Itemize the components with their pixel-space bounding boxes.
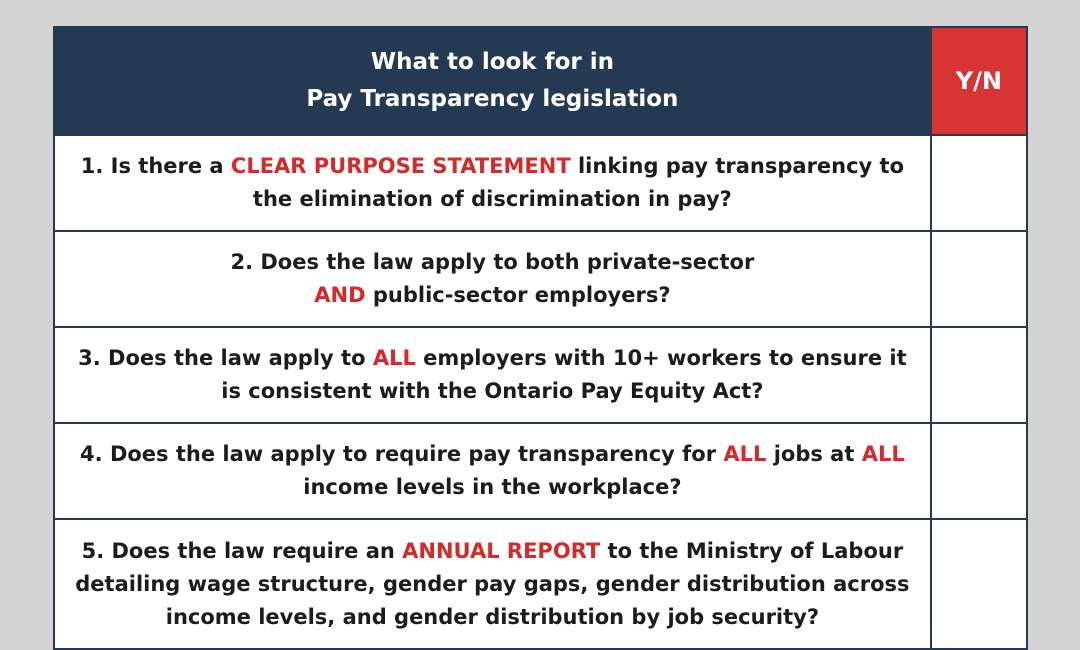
- question-text: 2. Does the law apply to both private-sector: [230, 250, 755, 274]
- question-highlight: ALL: [372, 346, 416, 370]
- question-text: employers with 10+ workers to ensure it is consistent with the Ontario Pay Equity Act?: [221, 346, 907, 403]
- question-row-3: [54, 327, 1027, 423]
- checklist-title: [54, 27, 931, 135]
- question-highlight: ALL: [723, 442, 767, 466]
- answer-cell-1[interactable]: [931, 135, 1027, 231]
- question-3: [54, 327, 931, 423]
- question-row-4: [54, 423, 1027, 519]
- answer-cell-2[interactable]: [931, 231, 1027, 327]
- question-text: jobs at: [766, 442, 862, 466]
- yes-no-column-header: Y/N: [931, 27, 1027, 135]
- question-highlight: CLEAR PURPOSE STATEMENT: [230, 154, 571, 178]
- question-text: to the Ministry of Labour detailing wage structure, gender pay gaps, gender distribution across income levels, and gender distribution by job security?: [75, 538, 910, 629]
- question-row-5: [54, 519, 1027, 649]
- question-2: [54, 231, 931, 327]
- answer-cell-3[interactable]: [931, 327, 1027, 423]
- question-text: 1. Is there a: [80, 154, 231, 178]
- question-row-2: [54, 231, 1027, 327]
- question-text: income levels in the workplace?: [303, 475, 682, 499]
- title-line-2: Pay Transparency legislation: [306, 86, 679, 112]
- title-line-1: What to look for in: [370, 49, 615, 75]
- answer-cell-4[interactable]: [931, 423, 1027, 519]
- question-text: 5. Does the law require an: [81, 538, 403, 563]
- question-text: public-sector employers?: [365, 283, 671, 307]
- header-row: [54, 27, 1027, 135]
- question-1: [54, 135, 931, 231]
- question-text: 3. Does the law apply to: [78, 346, 373, 370]
- question-highlight: ANNUAL REPORT: [402, 538, 601, 563]
- question-4: [54, 423, 931, 519]
- pay-transparency-checklist: [53, 26, 1028, 650]
- question-text: 4. Does the law apply to require pay transparency for: [80, 442, 724, 466]
- question-text: linking pay transparency to the elimination of discrimination in pay?: [252, 154, 905, 211]
- question-highlight: AND: [314, 283, 366, 307]
- question-row-1: [54, 135, 1027, 231]
- question-highlight: ALL: [861, 442, 905, 466]
- answer-cell-5[interactable]: [931, 519, 1027, 649]
- question-5: [54, 519, 931, 649]
